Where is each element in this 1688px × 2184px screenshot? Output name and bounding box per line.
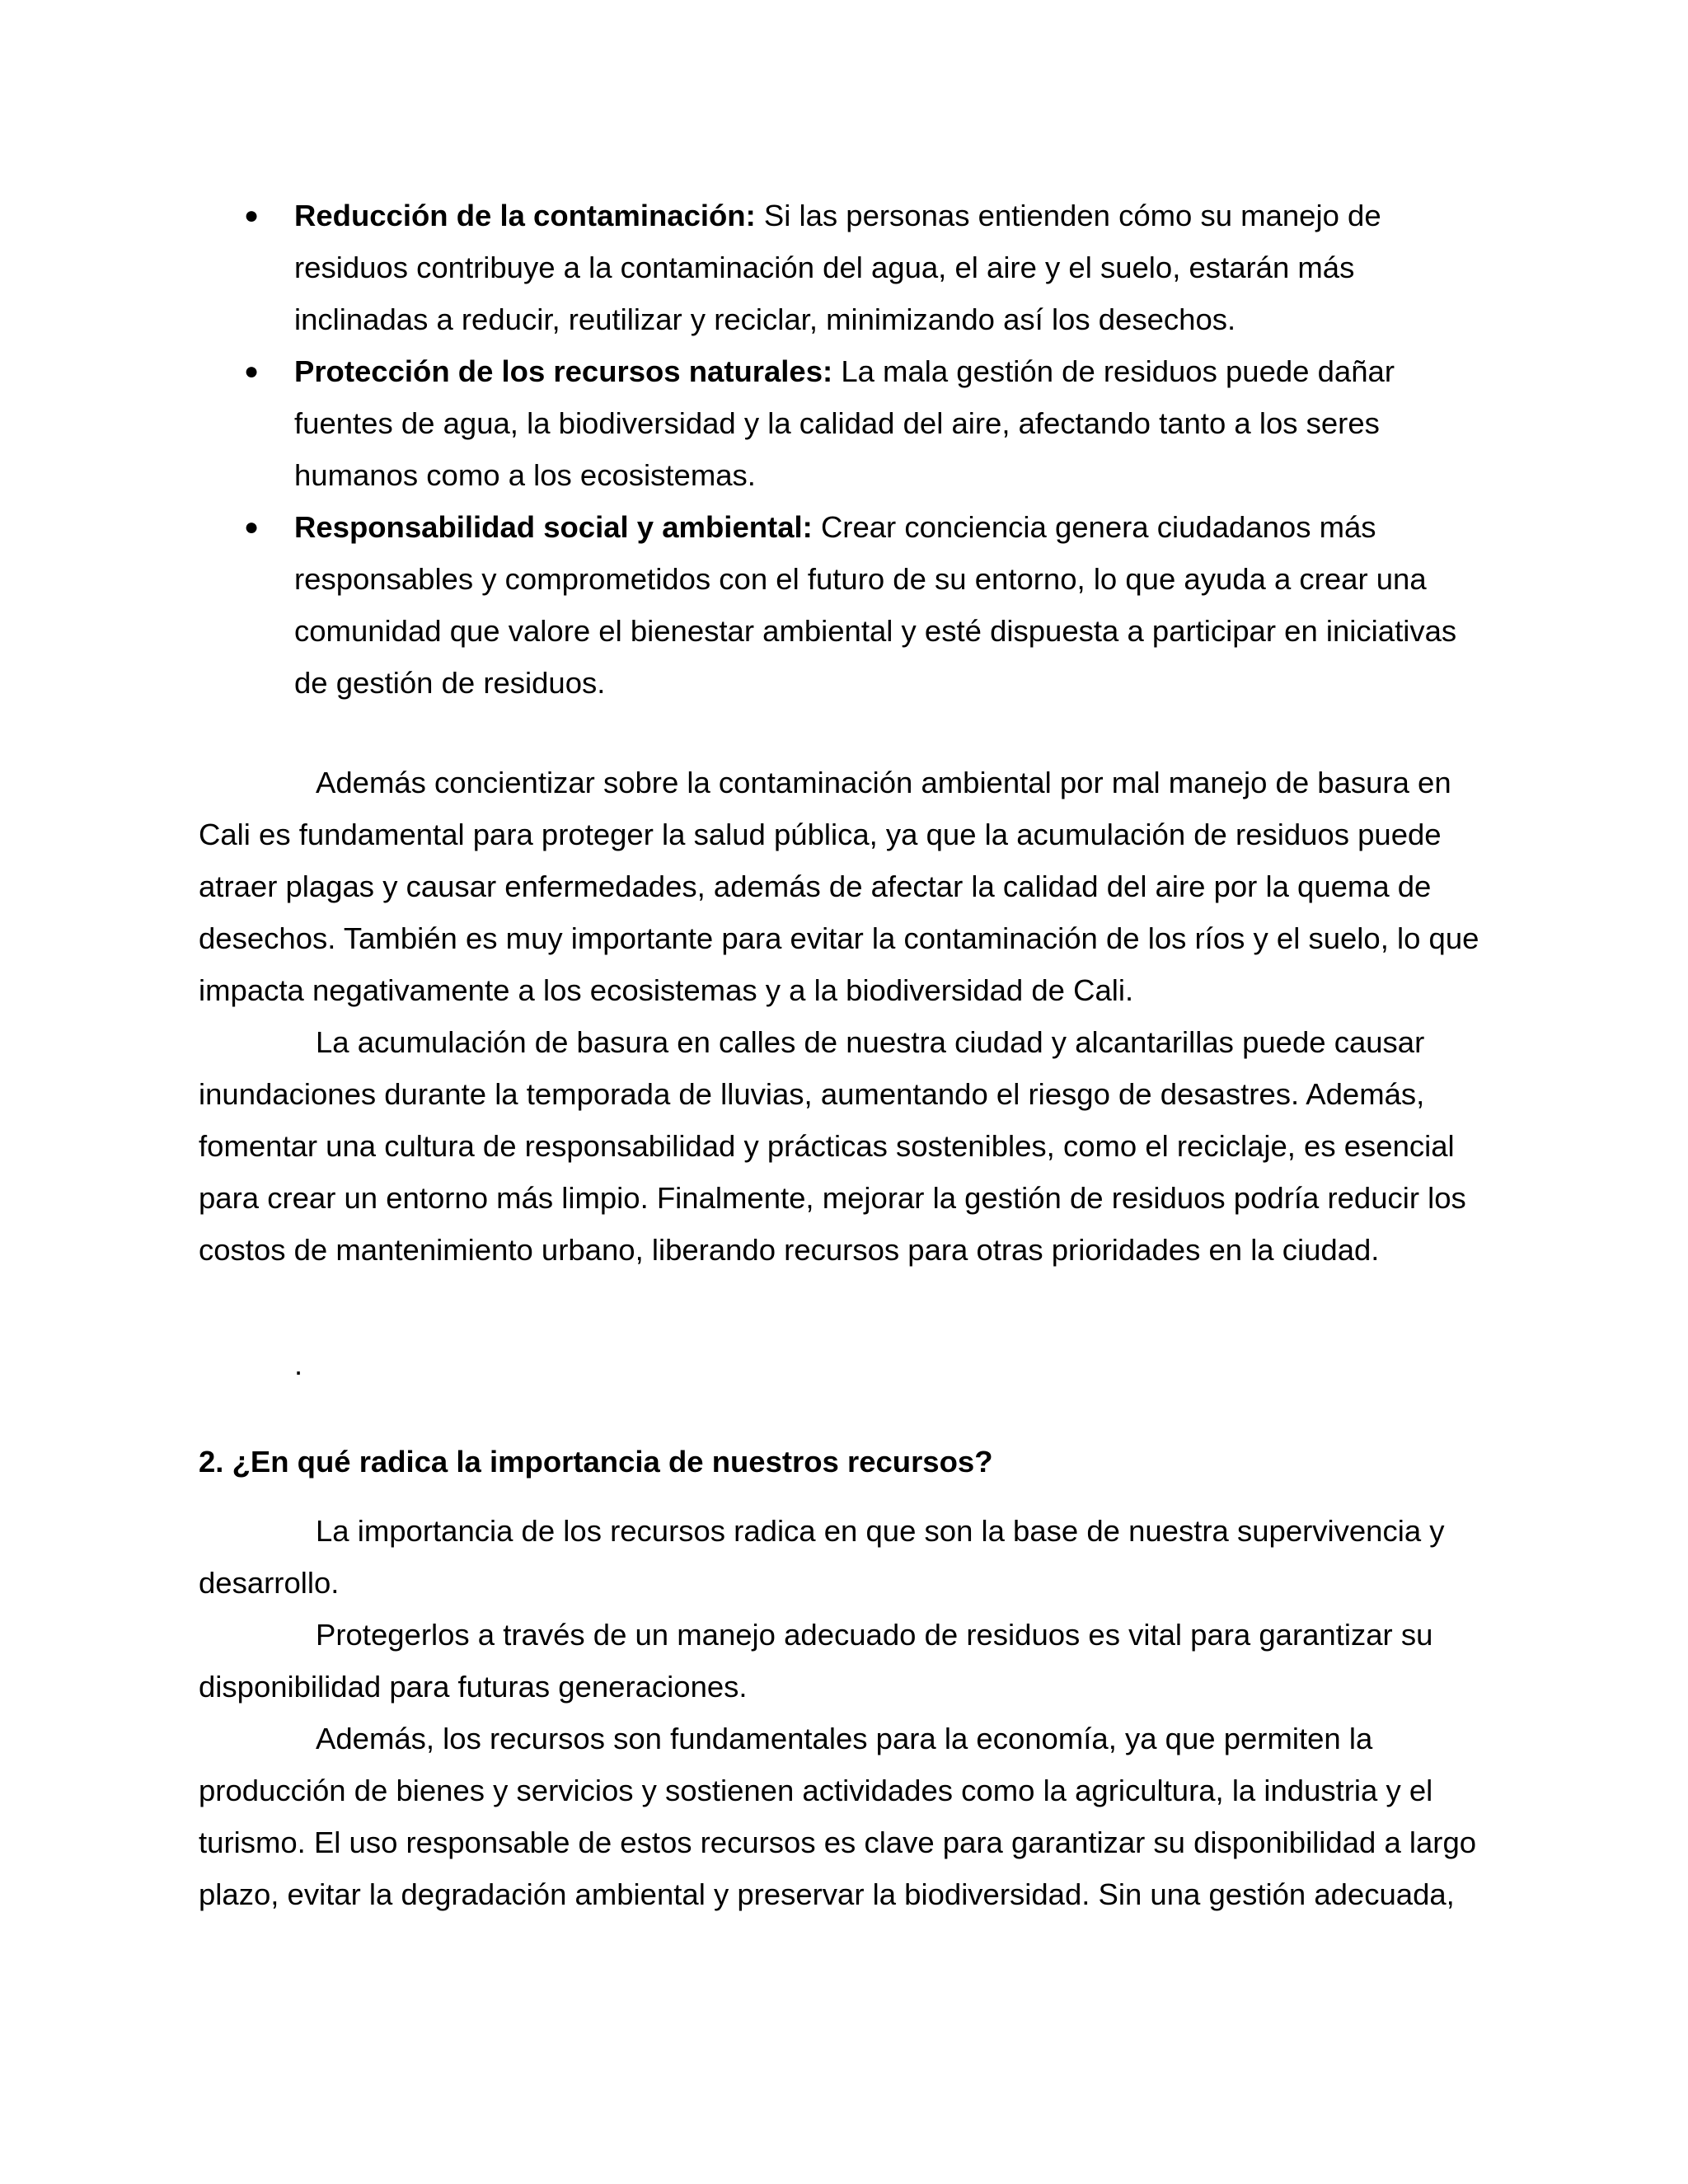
body-paragraph: La acumulación de basura en calles de nuestra ciudad y alcantarillas puede causar inundaciones durante la temporada de lluvias, aumentando el riesgo de desastres. Además, fomentar una cultura de responsabilidad y prácticas sostenibles, como el reciclaje, es esencial para crear un entorno más limpio. Finalmente, mejorar la gestión de residuos podría reducir los costos de mantenimiento urbano, liberando recursos para otras prioridades en la ciudad. — [199, 1025, 1466, 1267]
body-paragraph: La importancia de los recursos radica en que son la base de nuestra supervivencia y desarrollo. — [199, 1514, 1445, 1600]
section1-body — [199, 757, 1493, 1276]
body-paragraph: Además, los recursos son fundamentales para la economía, ya que permiten la producción de bienes y servicios y sostienen actividades como la agricultura, la industria y el turismo. El uso responsable de estos recursos es clave para garantizar su disponibilidad a largo plazo, evitar la degradación ambiental y preservar la biodiversidad. Sin una gestión adecuada, — [199, 1722, 1477, 1911]
section-heading: 2. ¿En qué radica la importancia de nuestros recursos? — [199, 1445, 993, 1479]
body-paragraph: Protegerlos a través de un manejo adecuado de residuos es vital para garantizar su disponibilidad para futuras generaciones. — [199, 1618, 1433, 1704]
bullet-title: Reducción de la contaminación: — [294, 199, 756, 232]
bullet-icon: ● — [244, 513, 260, 541]
bullet-list — [244, 190, 1481, 709]
bullet-title: Responsabilidad social y ambiental: — [294, 510, 813, 544]
section2-body — [199, 1505, 1493, 1920]
bullet-item — [244, 501, 1481, 709]
bullet-icon: ● — [244, 202, 260, 229]
body-paragraph: Además concientizar sobre la contaminación ambiental por mal manejo de basura en Cali es fundamental para proteger la salud pública, ya que la acumulación de residuos puede atraer plagas y causar enfermedades, además de afectar la calidad del aire por la quema de desechos. También es muy importante para evitar la contaminación de los ríos y el suelo, lo que impacta negativamente a los ecosistemas y a la biodiversidad de Cali. — [199, 766, 1479, 1007]
bullet-text: La mala gestión de residuos puede dañar fuentes de agua, la biodiversidad y la calidad del aire, afectando tanto a los seres humanos como a los ecosistemas. — [294, 354, 1395, 492]
bullet-icon: ● — [244, 358, 260, 385]
bullet-title: Protección de los recursos naturales: — [294, 354, 833, 388]
bullet-text: Crear conciencia genera ciudadanos más responsables y comprometidos con el futuro de su entorno, lo que ayuda a crear una comunidad que valore el bienestar ambiental y esté dispuesta a participar en iniciativas de gestión de residuos. — [294, 510, 1457, 700]
bullet-text: Si las personas entienden cómo su manejo de residuos contribuye a la contaminación del agua, el aire y el suelo, estarán más inclinadas a reducir, reutilizar y reciclar, minimizando así los desechos. — [294, 199, 1381, 336]
bullet-item — [244, 345, 1481, 501]
bullet-item — [244, 190, 1481, 345]
stray-dot: . — [294, 1347, 303, 1381]
